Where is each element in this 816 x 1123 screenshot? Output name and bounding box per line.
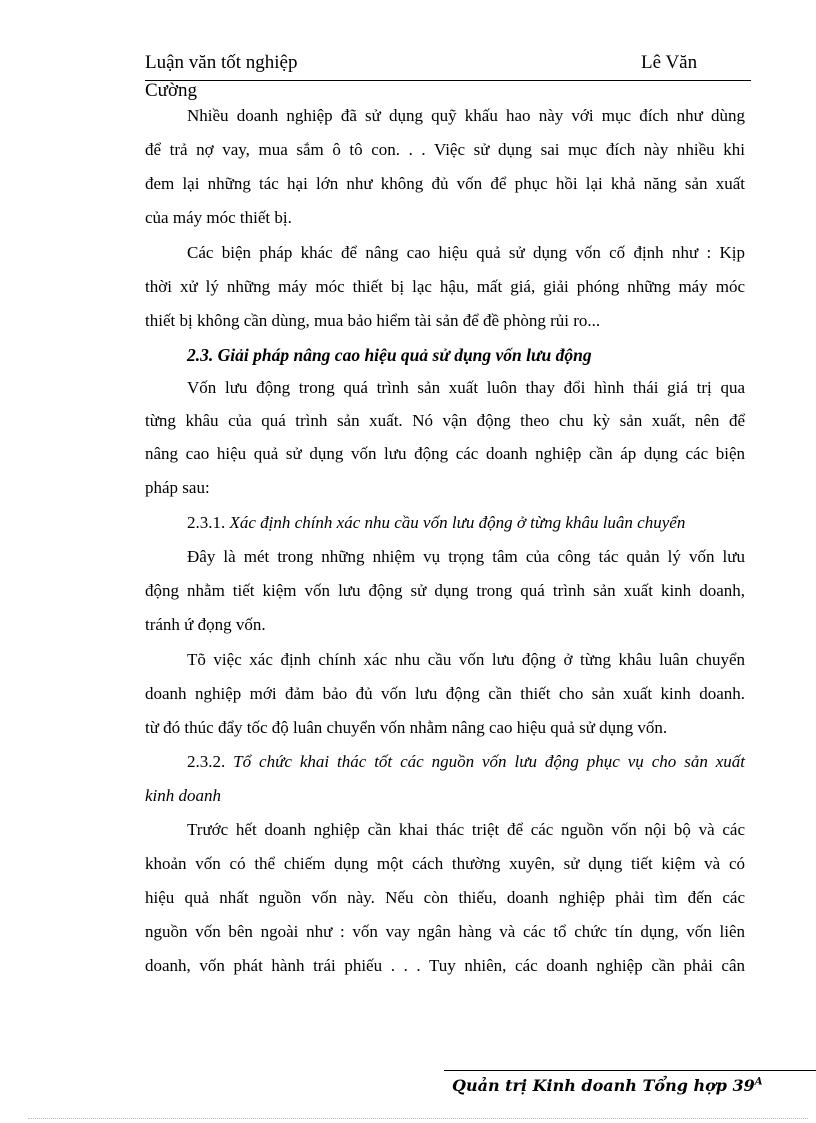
paragraph-line: hiệu quả nhất nguồn vốn này. Nếu còn thiếu, doanh nghiệp phải tìm đến các xyxy=(145,888,745,907)
subsection-heading xyxy=(145,752,745,772)
paragraph-line: pháp sau: xyxy=(145,478,210,497)
header-title: Luận văn tốt nghiệp xyxy=(145,52,298,73)
paragraph-line: Trước hết doanh nghiệp cần khai thác triệt để các nguồn vốn nội bộ và các xyxy=(187,820,745,839)
paragraph-line: nguồn vốn bên ngoài như : vốn vay ngân hàng và các tổ chức tín dụng, vốn liên xyxy=(145,922,745,941)
paragraph-line: từng khâu của quá trình sản xuất. Nó vận động theo chu kỳ sản xuất, nên để xyxy=(145,411,745,430)
subsection-number: 2.3.2. xyxy=(187,752,226,771)
paragraph-line: thời xử lý những máy móc thiết bị lạc hậu, mất giá, giải phóng những máy móc xyxy=(145,277,745,296)
subsection-heading xyxy=(187,513,747,533)
footer-rule xyxy=(444,1070,816,1071)
paragraph-line: Tõ việc xác định chính xác nhu cầu vốn lưu động ở từng khâu luân chuyển xyxy=(187,650,745,669)
subsection-title-cont: kinh doanh xyxy=(145,786,222,805)
header-author-continuation: Cường xyxy=(145,80,198,101)
subsection-number: 2.3.1. xyxy=(187,513,226,532)
header-author: Lê Văn xyxy=(641,52,698,73)
paragraph-line: động nhằm tiết kiệm vốn lưu động sử dụng trong quá trình sản xuất kinh doanh, xyxy=(145,581,745,600)
paragraph-line: doanh nghiệp mới đảm bảo đủ vốn lưu động cần thiết cho sản xuất kinh doanh. xyxy=(145,684,745,703)
subsection-title: Tổ chức khai thác tốt các nguồn vốn lưu động phục vụ cho sản xuất xyxy=(233,752,746,771)
footer-label: Quản trị Kinh doanh Tổng hợp 39 xyxy=(452,1076,755,1095)
page-header xyxy=(145,52,751,81)
paragraph-line: Đây là mét trong những nhiệm vụ trọng tâm của công tác quản lý vốn lưu xyxy=(187,547,745,566)
paragraph-line: thiết bị không cần dùng, mua bảo hiểm tài sản để đề phòng rủi ro... xyxy=(145,311,601,330)
section-heading: 2.3. Giải pháp nâng cao hiệu quả sử dụng vốn lưu động xyxy=(187,345,592,365)
subsection-title: Xác định chính xác nhu cầu vốn lưu động ở từng khâu luân chuyển xyxy=(229,513,686,532)
page-footer xyxy=(452,1076,763,1095)
paragraph-line: từ đó thúc đẩy tốc độ luân chuyển vốn nhằm nâng cao hiệu quả sử dụng vốn. xyxy=(145,718,668,737)
paragraph-line: Vốn lưu động trong quá trình sản xuất luôn thay đổi hình thái giá trị qua xyxy=(187,378,745,397)
paragraph-line: để trả nợ vay, mua sắm ô tô con. . . Việc sử dụng sai mục đích này nhiều khi xyxy=(145,140,745,159)
paragraph-line: Các biện pháp khác để nâng cao hiệu quả sử dụng vốn cố định như : Kịp xyxy=(187,243,745,262)
paragraph-line: nâng cao hiệu quả sử dụng vốn lưu động các doanh nghiệp cần áp dụng các biện xyxy=(145,444,745,463)
paragraph-line: doanh, vốn phát hành trái phiếu . . . Tuy nhiên, các doanh nghiệp cần phải cân xyxy=(145,956,745,975)
paragraph-line: đem lại những tác hại lớn như không đủ vốn để phục hồi lại khả năng sản xuất xyxy=(145,174,745,193)
paragraph-line: tránh ứ đọng vốn. xyxy=(145,615,266,634)
footer-sup: A xyxy=(754,1076,763,1088)
paragraph-line: của máy móc thiết bị. xyxy=(145,208,292,227)
page-bottom-border xyxy=(28,1118,808,1119)
paragraph-line: Nhiều doanh nghiệp đã sử dụng quỹ khấu hao này với mục đích như dùng xyxy=(187,106,745,125)
paragraph-line: khoản vốn có thể chiếm dụng một cách thường xuyên, sử dụng tiết kiệm và có xyxy=(145,854,745,873)
